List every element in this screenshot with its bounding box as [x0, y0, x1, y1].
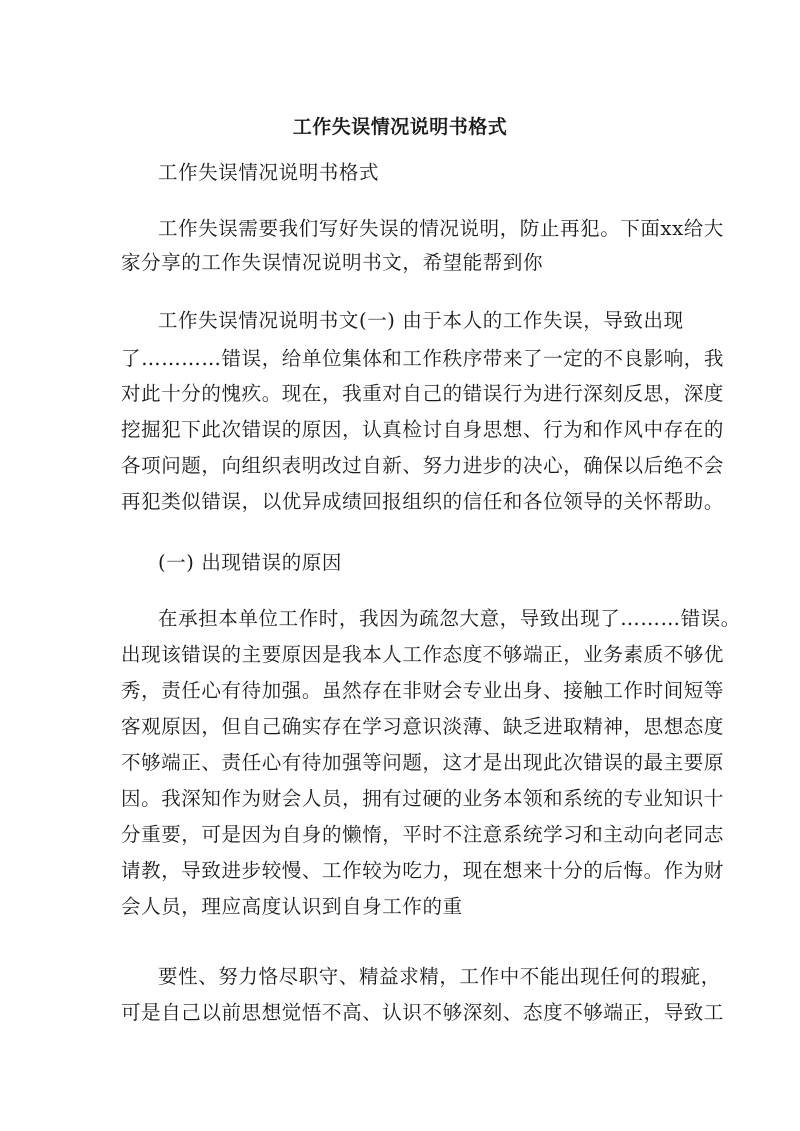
subtitle-line: 工作失误情况说明书格式 [158, 161, 380, 184]
paragraph-line: 可是自己以前思想觉悟不高、认识不够深刻、态度不够端正，导致工 [121, 1001, 725, 1024]
paragraph-line: 要性、努力恪尽职守、精益求精，工作中不能出现任何的瑕疵， [158, 965, 721, 988]
paragraph-line: 会人员，理应高度认识到自身工作的重 [121, 895, 463, 918]
paragraph-line: 工作失误情况说明书文(一) 由于本人的工作失误，导致出现 [158, 309, 684, 332]
paragraph-line: 挖掘犯下此次错误的原因，认真检讨自身思想、行为和作风中存在的 [121, 418, 725, 441]
paragraph-line: 在承担本单位工作时，我因为疏忽大意，导致出现了………错误。 [158, 607, 741, 630]
paragraph-line: 再犯类似错误，以优异成绩回报组织的信任和各位领导的关怀帮助。 [121, 490, 725, 513]
paragraph-line: 因。我深知作为财会人员，拥有过硬的业务本领和系统的专业知识十 [121, 787, 725, 810]
paragraph-line: 家分享的工作失误情况说明书文，希望能帮到你 [121, 251, 544, 274]
section-heading: (一) 出现错误的原因 [158, 551, 343, 574]
paragraph-line: 了…………错误，给单位集体和工作秩序带来了一定的不良影响，我 [121, 347, 725, 370]
paragraph-line: 各项问题，向组织表明改过自新、努力进步的决心，确保以后绝不会 [121, 454, 725, 477]
paragraph-line: 工作失误需要我们写好失误的情况说明，防止再犯。下面xx给大 [158, 217, 724, 240]
paragraph-line: 出现该错误的主要原因是我本人工作态度不够端正，业务素质不够优 [121, 643, 725, 666]
paragraph-line: 请教，导致进步较慢、工作较为吃力，现在想来十分的后悔。作为财 [121, 859, 725, 882]
document-title: 工作失误情况说明书格式 [292, 116, 508, 138]
paragraph-line: 分重要，可是因为自身的懒惰，平时不注意系统学习和主动向老同志 [121, 823, 725, 846]
paragraph-line: 客观原因，但自己确实存在学习意识淡薄、缺乏进取精神，思想态度 [121, 715, 725, 738]
paragraph-line: 秀，责任心有待加强。虽然存在非财会专业出身、接触工作时间短等 [121, 679, 725, 702]
paragraph-line: 对此十分的愧疚。现在，我重对自己的错误行为进行深刻反思，深度 [121, 382, 725, 405]
paragraph-line: 不够端正、责任心有待加强等问题，这才是出现此次错误的最主要原 [121, 751, 725, 774]
